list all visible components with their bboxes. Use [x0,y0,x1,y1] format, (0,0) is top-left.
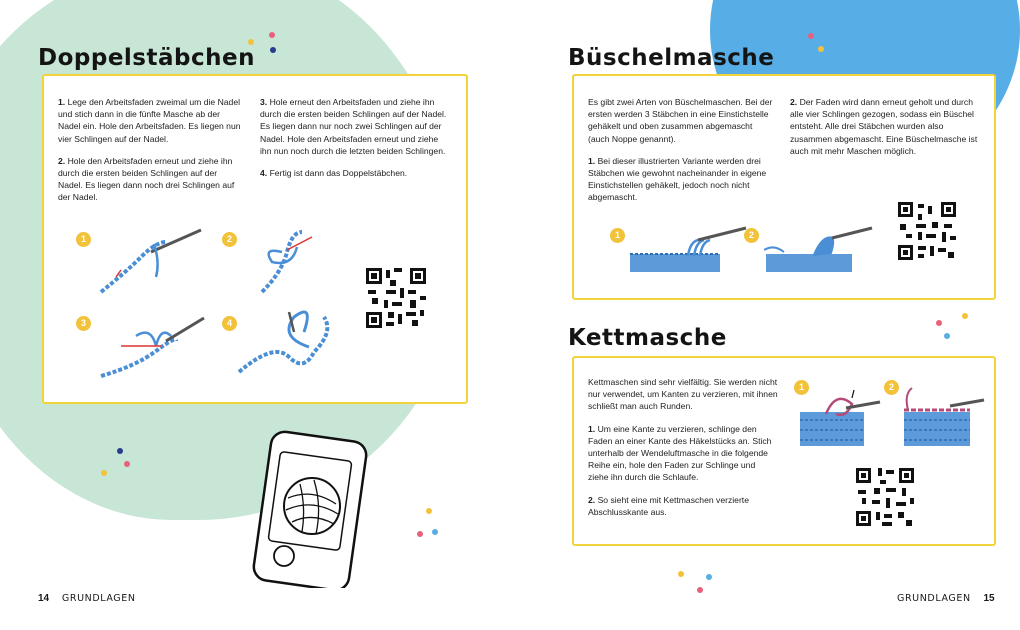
paragraph: 2. Hole den Arbeitsfaden erneut und ziehe ihn durch die ersten beiden Schlingen auf der Nadel. Es liegen dann noch drei Schlingen auf der Nadel. [58,155,235,203]
kettmasche-illustration-2 [900,384,986,450]
crochet-illustration-2 [242,222,352,297]
decorative-dot [818,46,824,52]
step-badge-3: 3 [76,316,91,331]
section-label: GRUNDLAGEN [897,593,971,604]
paragraph: 2. So sieht eine mit Kettmaschen verzierte Abschlusskante aus. [588,494,749,517]
step-badge-1: 1 [610,228,625,243]
title-doppelstaebchen: Doppelstäbchen [38,45,255,71]
decorative-dot [270,47,276,53]
kettmasche-box [572,356,996,546]
crochet-illustration-4 [234,302,354,382]
decorative-dot [697,587,703,593]
title-bueschelmasche: Büschelmasche [568,45,775,71]
decorative-dot [101,470,107,476]
qr-code[interactable] [896,200,958,262]
qr-code[interactable] [364,266,428,330]
kettmasche-col [588,376,778,528]
decorative-dot [426,508,432,514]
phone-yarn-illustration [242,428,382,588]
bueschelmasche-col1 [588,96,776,214]
step-badge-1: 1 [794,380,809,395]
doppelstaebchen-col1 [58,96,243,214]
paragraph: 1. Lege den Arbeitsfaden zweimal um die Nadel und stich dann in die fünfte Masche ab der Nadel ein. Hole den Arbeitsfaden. Es liegen nun vier Schlingen auf der Nadel. [58,97,241,144]
doppelstaebchen-box [42,74,468,404]
decorative-dot [269,32,275,38]
doppelstaebchen-col2 [260,96,450,189]
footer-right [897,593,995,604]
decorative-dot [248,39,254,45]
page-number: 15 [983,593,995,604]
step-badge-4: 4 [222,316,237,331]
page-number: 14 [38,593,50,604]
step-badge-2: 2 [222,232,237,247]
step-badge-2: 2 [884,380,899,395]
section-label: GRUNDLAGEN [61,593,136,604]
paragraph: 3. Hole erneut den Arbeitsfaden und ziehe ihn durch die ersten beiden Schlingen auf der Nadel. Es liegen dann nur noch zwei Schlingen auf der Nadel. Hole den Arbeitsfaden erneut und ziehe ihn nun noch durch die letzten beiden Schlingen. [260,97,447,156]
decorative-dot [962,313,968,319]
paragraph: 2. Der Faden wird dann erneut geholt und durch alle vier Schlingen gezogen, sodass ein Büschel entsteht. Alle drei Stäbchen wurden also zusammen abgemascht. Eine Büschelmasche ist auch mit mehr Maschen möglich. [790,97,978,156]
decorative-dot [124,461,130,467]
paragraph: Es gibt zwei Arten von Büschelmaschen. Bei der ersten werden 3 Stäbchen in eine Einstichstelle gehäkelt und oben zusammen abgemascht (auch Noppe genannt). [588,97,773,144]
paragraph: 4. Fertig ist dann das Doppelstäbchen. [260,168,408,179]
paragraph: 1. Um eine Kante zu verzieren, schlinge den Faden an einer Kante des Häkelstücks an. Stich unterhalb der Wendeluftmasche in die folgende Reihe ein, hole den Faden zur Schlinge und ziehe ihn durch die Schlaufe. [588,423,772,483]
crochet-illustration-3 [96,306,206,381]
bueschel-illustration-2 [764,224,874,278]
bueschelmasche-box [572,74,996,300]
decorative-dot [678,571,684,577]
decorative-dot [117,448,123,454]
paragraph: 1. Bei dieser illustrierten Variante werden drei Stäbchen wie gewohnt nacheinander in eigene Einstichstellen gehäkelt, jedoch noch nicht abgemascht. [588,155,767,203]
decorative-dot [808,33,814,39]
decorative-dot [706,574,712,580]
decorative-dot [417,531,423,537]
qr-code[interactable] [854,466,916,528]
kettmasche-illustration-1 [796,384,882,450]
bueschelmasche-col2 [790,96,982,167]
footer-left [38,593,136,604]
paragraph: Kettmaschen sind sehr vielfältig. Sie werden nicht nur verwendet, um Kanten zu verzieren, mit ihnen schließt man auch Runden. [588,377,778,412]
step-badge-2: 2 [744,228,759,243]
title-kettmasche: Kettmasche [568,325,727,351]
step-badge-1: 1 [76,232,91,247]
decorative-dot [936,320,942,326]
crochet-illustration-1 [96,222,206,297]
decorative-dot [944,333,950,339]
bueschel-illustration-1 [628,224,748,278]
decorative-dot [432,529,438,535]
